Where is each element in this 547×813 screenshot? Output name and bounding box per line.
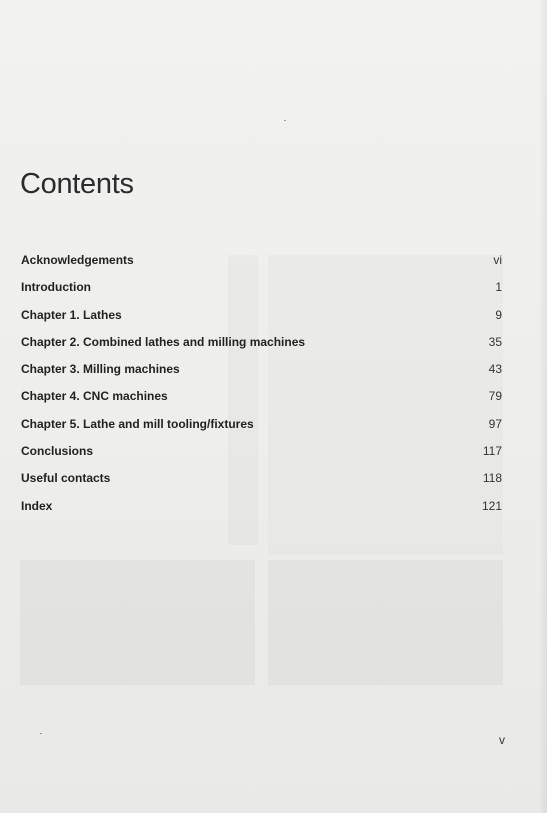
paper-speck: [40, 733, 42, 734]
toc-entry-label: Chapter 4. CNC machines: [21, 389, 168, 404]
page-edge-shadow: [539, 0, 547, 813]
bleed-through-photo-right: [268, 560, 503, 685]
toc-entry-page: 117: [482, 444, 502, 459]
toc-entry-index[interactable]: [21, 499, 502, 526]
toc-entry-page: 118: [482, 471, 502, 486]
toc-entry-page: 43: [488, 362, 502, 377]
toc-entry-page: 121: [481, 498, 502, 513]
toc-entry-useful-contacts[interactable]: [21, 471, 502, 498]
toc-entry-page: 9: [495, 307, 502, 322]
toc-entry-label: Acknowledgements: [21, 253, 134, 267]
toc-entry-label: Conclusions: [21, 444, 94, 459]
toc-entry-label: Introduction: [21, 280, 91, 295]
toc-entry-introduction[interactable]: [21, 280, 502, 307]
toc-entry-page: 97: [488, 416, 502, 431]
toc-entry-acknowledgements[interactable]: [21, 253, 502, 280]
toc-entry-conclusions[interactable]: [21, 444, 502, 471]
toc-entry-label: Chapter 5. Lathe and mill tooling/fixtures: [21, 416, 254, 431]
paper-speck: [284, 120, 286, 121]
toc-entry-chapter-1[interactable]: [21, 308, 502, 335]
page-number: v: [499, 733, 505, 747]
toc-entry-chapter-4[interactable]: [21, 389, 502, 416]
toc-entry-page: 1: [495, 280, 502, 295]
toc-entry-label: Chapter 3. Milling machines: [21, 362, 180, 377]
toc-entry-label: Chapter 2. Combined lathes and milling machines: [21, 334, 306, 349]
bleed-through-photo-left: [20, 560, 255, 685]
toc-entry-chapter-3[interactable]: [21, 362, 502, 389]
toc-entry-label: Chapter 1. Lathes: [21, 307, 122, 322]
toc-entry-page: vi: [493, 253, 502, 267]
toc-entry-label: Index: [21, 498, 53, 513]
table-of-contents: [21, 253, 502, 526]
toc-entry-page: 35: [488, 334, 502, 349]
toc-entry-chapter-2[interactable]: [21, 335, 502, 362]
toc-entry-label: Useful contacts: [21, 471, 111, 486]
toc-entry-page: 79: [488, 389, 502, 404]
page-title: Contents: [20, 168, 134, 200]
toc-entry-chapter-5[interactable]: [21, 417, 502, 444]
